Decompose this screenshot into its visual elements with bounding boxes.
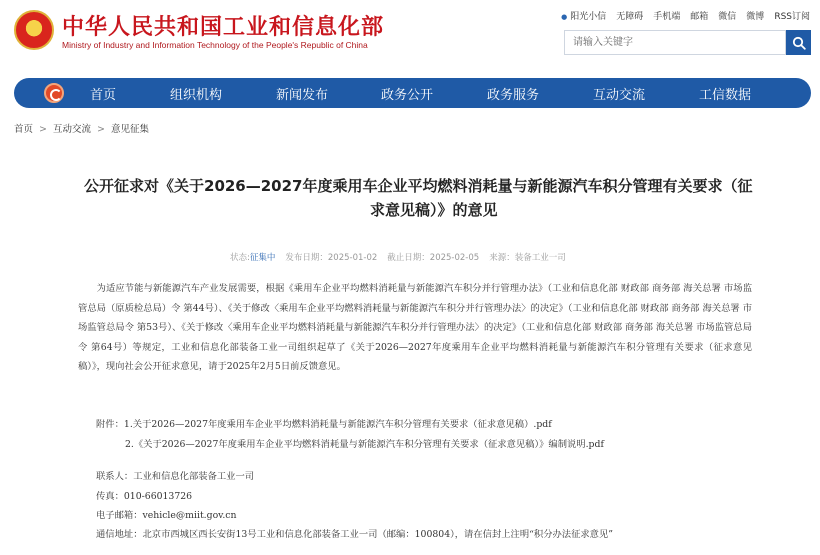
contact-address: 通信地址：北京市西城区西长安街13号工业和信息化部装备工业一司（邮编：100804），请在信封上注明“积分办法征求意见” (96, 529, 614, 540)
breadcrumb-separator: > (39, 124, 47, 135)
contact-person: 联系人：工业和信息化部装备工业一司 (96, 471, 255, 482)
article-meta (230, 251, 566, 263)
publish-date: 发布日期：2025-01-02 (285, 253, 378, 263)
top-link-mobile[interactable]: 手机端 (653, 12, 681, 22)
deadline-date: 截止日期：2025-02-05 (387, 253, 480, 263)
breadcrumb-separator: > (97, 124, 105, 135)
attachment-row-2 (125, 436, 604, 450)
contact-fax: 传真：010-66013726 (96, 491, 193, 502)
top-links (561, 9, 810, 22)
breadcrumb (14, 121, 149, 135)
top-link-rss[interactable]: RSS订阅 (774, 12, 810, 22)
contact-email: 电子邮箱：vehicle@miit.gov.cn (96, 510, 237, 521)
top-link-accessibility[interactable]: 无障碍 (616, 12, 644, 22)
nav-item-government-affairs[interactable]: 政务公开 (381, 88, 434, 103)
ministry-name-cn[interactable]: 中华人民共和国工业和信息化部 (62, 15, 385, 40)
status-field (230, 251, 275, 263)
site-header (0, 0, 820, 72)
search-icon (792, 36, 806, 50)
status-badge: 征集中 (249, 253, 276, 263)
nav-item-news[interactable]: 新闻发布 (276, 88, 329, 103)
attachment-row-1 (96, 416, 552, 430)
breadcrumb-consultation[interactable]: 意见征集 (110, 124, 149, 135)
top-link-wechat[interactable]: 微信 (718, 12, 737, 22)
ministry-name-en: Ministry of Industry and Information Technology of the People's Republic of China (62, 40, 368, 50)
top-link-weibo[interactable]: 微博 (746, 12, 765, 22)
site-logo-icon[interactable] (44, 83, 64, 103)
breadcrumb-home[interactable]: 首页 (14, 124, 34, 135)
top-link-sunshine[interactable]: ● 阳光小信 (561, 9, 606, 22)
main-nav (14, 78, 811, 108)
breadcrumb-interaction[interactable]: 互动交流 (52, 124, 91, 135)
search-input[interactable]: 请输入关键字 (564, 30, 786, 55)
article-title-line1: 公开征求对《关于2026—2027年度乘用车企业平均燃料消耗量与新能源汽车积分管理有关要求（征 (84, 177, 753, 195)
status-label: 状态: (230, 253, 250, 263)
nav-item-home[interactable]: 首页 (90, 88, 117, 103)
national-emblem-icon[interactable]: ★ (14, 10, 54, 50)
nav-item-organization[interactable]: 组织机构 (170, 88, 223, 103)
nav-item-data[interactable]: 工信数据 (699, 88, 752, 103)
article-source: 来源：装备工业一司 (489, 253, 566, 263)
search-button[interactable] (786, 30, 811, 55)
top-link-mail[interactable]: 邮箱 (690, 12, 709, 22)
attachments-label: 附件： (96, 419, 124, 430)
article-body (78, 279, 752, 377)
article-paragraph: 为适应节能与新能源汽车产业发展需要，根据《乘用车企业平均燃料消耗量与新能源汽车积分并行管理办法》（工业和信息化部 财政部 商务部 海关总署 市场监管总局（原质检总局）令 第44号）、《关于修改〈乘用车企业平均燃料消耗量与新能源汽车积分并行管理办法〉的决定》（工业和信息化部 财政部 商务部 海关总署 市场监管总局令 第53号）、《关于修改〈乘用车企业平均燃料消耗量与新能源汽车积分并行管理办法〉的决定》（工业和信息化部 财政部 商务部 海关总署 市场监管总局令 第64号）等规定，工业和信息化部装备工业一司组织起草了《关于2026—2027年度乘用车企业平均燃料消耗量与新能源汽车积分管理有关要求（征求意见稿）》，现向社会公开征求意见，请于2025年2月5日前反馈意见。 (78, 283, 752, 373)
article-title-line2: 求意见稿）》的意见 (370, 201, 498, 219)
attachment-link-2[interactable]: 2.《关于2026—2027年度乘用车企业平均燃料消耗量与新能源汽车积分管理有关要求（征求意见稿）》编制说明.pdf (125, 439, 604, 450)
attachment-link-1[interactable]: 1.关于2026—2027年度乘用车企业平均燃料消耗量与新能源汽车积分管理有关要求（征求意见稿）.pdf (123, 419, 552, 430)
nav-item-interaction[interactable]: 互动交流 (593, 88, 646, 103)
nav-item-services[interactable]: 政务服务 (487, 88, 540, 103)
